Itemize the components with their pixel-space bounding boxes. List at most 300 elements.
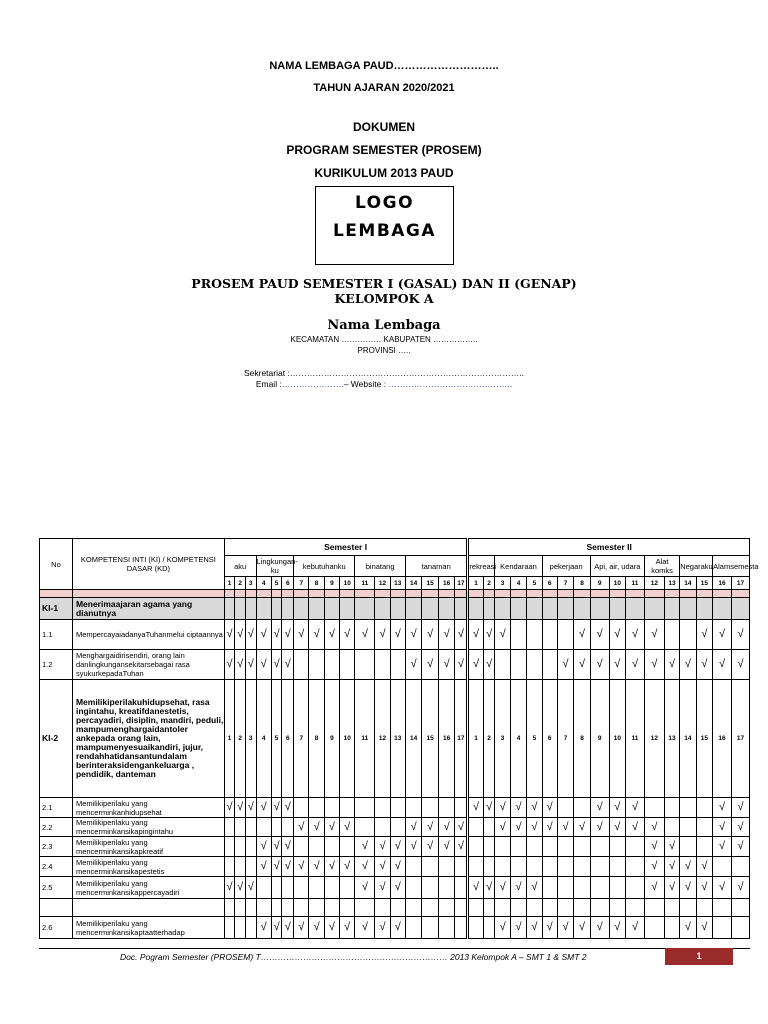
- check-mark: √: [644, 857, 664, 877]
- theme-sem1: binatang: [355, 556, 406, 577]
- empty-cell: [355, 798, 375, 818]
- week-number: 11: [626, 680, 645, 798]
- empty-cell: [527, 837, 542, 857]
- empty-cell: [309, 598, 324, 620]
- check-mark: √: [713, 650, 732, 680]
- check-mark: √: [574, 917, 590, 939]
- week-number: 9: [590, 680, 609, 798]
- row-number: 2.4: [40, 857, 73, 877]
- week-number: 6: [282, 577, 294, 590]
- week-number: 8: [309, 577, 324, 590]
- row-competency: Memilikiperilaku yang mencerminkansikapestetis: [72, 857, 224, 877]
- row-competency: Memilikiperilaku yang mencerminkanhidupsehat: [72, 798, 224, 818]
- empty-cell: [696, 818, 712, 837]
- row-number: KI-1: [40, 598, 73, 620]
- email-link[interactable]: ………………….: [281, 379, 344, 389]
- week-number: 16: [438, 680, 454, 798]
- check-mark: √: [731, 650, 749, 680]
- empty-cell: [542, 598, 557, 620]
- empty-cell: [527, 620, 542, 650]
- week-number: 3: [245, 577, 256, 590]
- empty-cell: [294, 598, 309, 620]
- website-link[interactable]: ……………………………………..: [388, 379, 513, 389]
- empty-cell: [495, 899, 510, 917]
- row-number: 2.1: [40, 798, 73, 818]
- empty-cell: [574, 598, 590, 620]
- check-mark: √: [696, 917, 712, 939]
- empty-cell: [245, 837, 256, 857]
- check-mark: √: [271, 620, 282, 650]
- week-number: 13: [390, 680, 405, 798]
- empty-cell: [510, 837, 526, 857]
- row-number: 2.5: [40, 877, 73, 899]
- row-number: 1.1: [40, 620, 73, 650]
- group-line: KELOMPOK A: [334, 291, 434, 306]
- check-mark: √: [495, 620, 510, 650]
- empty-cell: [324, 598, 339, 620]
- check-mark: √: [271, 650, 282, 680]
- week-number: 17: [731, 680, 749, 798]
- week-number: 6: [542, 577, 557, 590]
- empty-cell: [468, 899, 483, 917]
- empty-cell: [557, 857, 573, 877]
- empty-cell: [542, 877, 557, 899]
- empty-cell: [282, 598, 294, 620]
- empty-cell: [256, 818, 271, 837]
- check-mark: √: [375, 837, 390, 857]
- check-mark: √: [282, 917, 294, 939]
- week-number: 5: [527, 577, 542, 590]
- check-mark: √: [256, 917, 271, 939]
- check-mark: √: [271, 837, 282, 857]
- empty-cell: [309, 650, 324, 680]
- week-number: 8: [574, 680, 590, 798]
- check-mark: √: [713, 818, 732, 837]
- empty-cell: [557, 877, 573, 899]
- week-number: 12: [644, 577, 664, 590]
- empty-cell: [590, 837, 609, 857]
- week-number: 4: [510, 680, 526, 798]
- empty-cell: [731, 917, 749, 939]
- empty-cell: [455, 798, 468, 818]
- table-row: [40, 680, 750, 798]
- week-number: 7: [294, 680, 309, 798]
- empty-cell: [483, 818, 495, 837]
- check-mark: √: [731, 620, 749, 650]
- week-number: 12: [644, 680, 664, 798]
- row-competency: MempercayaiadanyaTuhanmelui ciptaannya: [72, 620, 224, 650]
- theme-sem2: Negaraku: [680, 556, 713, 577]
- check-mark: √: [626, 650, 645, 680]
- check-mark: √: [542, 818, 557, 837]
- check-mark: √: [527, 877, 542, 899]
- check-mark: √: [644, 877, 664, 899]
- check-mark: √: [696, 877, 712, 899]
- footer-text: Doc. Pogram Semester (PROSEM) T………………………………………………………… 2013 Kelompok A – SMT 1 & SMT 2: [120, 952, 587, 962]
- empty-cell: [405, 877, 421, 899]
- row-competency: Menghargaidirisendiri, orang lain danlingkungansekitarsebagai rasa syukurkepadaTuhan: [72, 650, 224, 680]
- empty-cell: [609, 899, 625, 917]
- check-mark: √: [483, 798, 495, 818]
- check-mark: √: [340, 818, 355, 837]
- empty-cell: [542, 837, 557, 857]
- empty-cell: [483, 917, 495, 939]
- check-mark: √: [390, 917, 405, 939]
- empty-cell: [510, 650, 526, 680]
- week-number: 15: [696, 680, 712, 798]
- week-number: 4: [256, 577, 271, 590]
- doc-subtitle: PROGRAM SEMESTER (PROSEM): [286, 143, 482, 157]
- empty-cell: [468, 598, 483, 620]
- empty-cell: [644, 917, 664, 939]
- empty-cell: [245, 818, 256, 837]
- check-mark: √: [527, 818, 542, 837]
- table-row: [40, 798, 750, 818]
- check-mark: √: [644, 620, 664, 650]
- check-mark: √: [713, 877, 732, 899]
- empty-cell: [510, 598, 526, 620]
- check-mark: √: [609, 798, 625, 818]
- week-number: 16: [438, 577, 454, 590]
- check-mark: √: [405, 650, 421, 680]
- check-mark: √: [324, 857, 339, 877]
- empty-cell: [282, 899, 294, 917]
- check-mark: √: [256, 620, 271, 650]
- check-mark: √: [282, 857, 294, 877]
- check-mark: √: [271, 857, 282, 877]
- empty-cell: [483, 598, 495, 620]
- empty-cell: [626, 857, 645, 877]
- empty-cell: [375, 818, 390, 837]
- email-label: Email :: [255, 379, 282, 389]
- empty-cell: [324, 899, 339, 917]
- check-mark: √: [422, 650, 438, 680]
- check-mark: √: [731, 818, 749, 837]
- empty-cell: [405, 917, 421, 939]
- empty-cell: [609, 857, 625, 877]
- empty-cell: [468, 917, 483, 939]
- row-number: 1.2: [40, 650, 73, 680]
- check-mark: √: [405, 620, 421, 650]
- empty-cell: [574, 899, 590, 917]
- week-number: 7: [557, 577, 573, 590]
- check-mark: √: [438, 620, 454, 650]
- check-mark: √: [224, 620, 235, 650]
- empty-cell: [590, 857, 609, 877]
- check-mark: √: [455, 818, 468, 837]
- empty-cell: [542, 857, 557, 877]
- empty-cell: [696, 837, 712, 857]
- empty-cell: [664, 598, 679, 620]
- col-header-no: No: [40, 539, 73, 590]
- empty-cell: [355, 899, 375, 917]
- check-mark: √: [355, 837, 375, 857]
- week-number: 10: [609, 577, 625, 590]
- week-number: 11: [626, 577, 645, 590]
- check-mark: √: [324, 917, 339, 939]
- check-mark: √: [324, 620, 339, 650]
- empty-cell: [644, 598, 664, 620]
- empty-cell: [224, 917, 235, 939]
- empty-cell: [294, 837, 309, 857]
- check-mark: √: [510, 917, 526, 939]
- empty-cell: [438, 857, 454, 877]
- empty-cell: [224, 899, 235, 917]
- check-mark: √: [390, 857, 405, 877]
- check-mark: √: [309, 917, 324, 939]
- check-mark: √: [680, 650, 696, 680]
- empty-cell: [375, 650, 390, 680]
- check-mark: √: [609, 917, 625, 939]
- district-line: KECAMATAN …………… KABUPATEN ……………..: [290, 335, 478, 344]
- empty-cell: [422, 917, 438, 939]
- check-mark: √: [235, 620, 246, 650]
- check-mark: √: [375, 857, 390, 877]
- check-mark: √: [557, 650, 573, 680]
- week-number: 12: [375, 680, 390, 798]
- empty-cell: [340, 837, 355, 857]
- check-mark: √: [235, 650, 246, 680]
- empty-cell: [527, 899, 542, 917]
- empty-cell: [557, 620, 573, 650]
- empty-cell: [245, 917, 256, 939]
- empty-cell: [468, 857, 483, 877]
- empty-cell: [324, 837, 339, 857]
- check-mark: √: [664, 650, 679, 680]
- check-mark: √: [527, 917, 542, 939]
- check-mark: √: [438, 837, 454, 857]
- check-mark: √: [245, 877, 256, 899]
- empty-cell: [527, 857, 542, 877]
- empty-cell: [355, 598, 375, 620]
- empty-cell: [390, 818, 405, 837]
- curriculum: KURIKULUM 2013 PAUD: [314, 166, 454, 180]
- week-number: 8: [309, 680, 324, 798]
- week-number: 1: [468, 680, 483, 798]
- prosem-table: [39, 538, 759, 939]
- empty-cell: [340, 899, 355, 917]
- empty-cell: [235, 899, 246, 917]
- empty-cell: [309, 877, 324, 899]
- check-mark: √: [340, 620, 355, 650]
- week-number: 11: [355, 680, 375, 798]
- week-number: 5: [271, 577, 282, 590]
- check-mark: √: [680, 877, 696, 899]
- empty-cell: [271, 877, 282, 899]
- empty-cell: [664, 899, 679, 917]
- empty-cell: [294, 877, 309, 899]
- empty-cell: [483, 837, 495, 857]
- check-mark: √: [510, 818, 526, 837]
- check-mark: √: [309, 620, 324, 650]
- empty-cell: [680, 818, 696, 837]
- check-mark: √: [282, 837, 294, 857]
- logo-line-1: LOGO: [354, 193, 415, 213]
- table-row: [40, 598, 750, 620]
- check-mark: √: [375, 877, 390, 899]
- week-number: 1: [224, 577, 235, 590]
- check-mark: √: [390, 620, 405, 650]
- week-number: 11: [355, 577, 375, 590]
- week-number: 13: [390, 577, 405, 590]
- check-mark: √: [626, 917, 645, 939]
- table-row: [40, 899, 750, 917]
- check-mark: √: [609, 620, 625, 650]
- empty-cell: [557, 899, 573, 917]
- empty-cell: [510, 620, 526, 650]
- doc-title: DOKUMEN: [353, 120, 415, 134]
- row-competency: Memilikiperilaku yang mencerminkansikapingintahu: [72, 818, 224, 837]
- empty-cell: [680, 620, 696, 650]
- week-number: 4: [256, 680, 271, 798]
- check-mark: √: [355, 620, 375, 650]
- theme-sem2: pekerjaan: [542, 556, 590, 577]
- check-mark: √: [355, 877, 375, 899]
- theme-sem2: Kendaraan: [495, 556, 542, 577]
- empty-cell: [495, 650, 510, 680]
- check-mark: √: [375, 917, 390, 939]
- check-mark: √: [309, 818, 324, 837]
- week-number: 5: [271, 680, 282, 798]
- week-number: 17: [455, 680, 468, 798]
- check-mark: √: [664, 877, 679, 899]
- check-mark: √: [713, 620, 732, 650]
- week-number: 10: [609, 680, 625, 798]
- check-mark: √: [294, 857, 309, 877]
- check-mark: √: [468, 798, 483, 818]
- empty-cell: [422, 857, 438, 877]
- theme-sem2: Alamsemesta: [713, 556, 750, 577]
- check-mark: √: [455, 650, 468, 680]
- week-number: 17: [455, 577, 468, 590]
- empty-cell: [527, 598, 542, 620]
- empty-cell: [455, 917, 468, 939]
- empty-cell: [731, 899, 749, 917]
- empty-cell: [664, 620, 679, 650]
- theme-sem1: kebutuhanku: [294, 556, 355, 577]
- institution-name: Nama Lembaga: [327, 318, 441, 333]
- check-mark: √: [245, 798, 256, 818]
- week-number: 2: [483, 577, 495, 590]
- week-number: 16: [713, 577, 732, 590]
- check-mark: √: [390, 877, 405, 899]
- check-mark: √: [422, 837, 438, 857]
- theme-sem1: Lingkunganku: [256, 557, 298, 575]
- logo-line-2: LEMBAGA: [332, 221, 437, 241]
- week-number: 15: [422, 577, 438, 590]
- check-mark: √: [405, 837, 421, 857]
- check-mark: √: [468, 650, 483, 680]
- empty-cell: [375, 798, 390, 818]
- empty-cell: [696, 899, 712, 917]
- row-competency: [72, 899, 224, 917]
- empty-cell: [626, 877, 645, 899]
- row-number: KI-2: [40, 680, 73, 798]
- check-mark: √: [495, 798, 510, 818]
- check-mark: √: [626, 620, 645, 650]
- week-number: 9: [590, 577, 609, 590]
- check-mark: √: [245, 650, 256, 680]
- empty-cell: [468, 837, 483, 857]
- empty-cell: [235, 598, 246, 620]
- row-competency: Memilikiperilaku yang mencerminkansikappercayadiri: [72, 877, 224, 899]
- check-mark: √: [696, 620, 712, 650]
- check-mark: √: [626, 798, 645, 818]
- empty-cell: [438, 798, 454, 818]
- check-mark: √: [574, 620, 590, 650]
- check-mark: √: [644, 837, 664, 857]
- table-row: [40, 837, 750, 857]
- row-number: 2.2: [40, 818, 73, 837]
- check-mark: √: [438, 650, 454, 680]
- empty-cell: [438, 899, 454, 917]
- empty-cell: [390, 598, 405, 620]
- check-mark: √: [731, 877, 749, 899]
- check-mark: √: [256, 857, 271, 877]
- check-mark: √: [483, 620, 495, 650]
- check-mark: √: [390, 837, 405, 857]
- week-number: 10: [340, 577, 355, 590]
- week-number: 15: [422, 680, 438, 798]
- table-row: [40, 620, 750, 650]
- empty-cell: [438, 877, 454, 899]
- empty-cell: [455, 598, 468, 620]
- check-mark: √: [282, 620, 294, 650]
- check-mark: √: [590, 917, 609, 939]
- empty-cell: [483, 899, 495, 917]
- empty-cell: [574, 798, 590, 818]
- empty-cell: [680, 798, 696, 818]
- empty-cell: [422, 798, 438, 818]
- empty-cell: [375, 598, 390, 620]
- week-number: 6: [282, 680, 294, 798]
- empty-cell: [455, 877, 468, 899]
- check-mark: √: [644, 818, 664, 837]
- empty-cell: [294, 650, 309, 680]
- check-mark: √: [235, 877, 246, 899]
- row-number: [40, 899, 73, 917]
- empty-cell: [340, 798, 355, 818]
- theme-sem2: Api, air, udara: [590, 556, 644, 577]
- week-number: 4: [510, 577, 526, 590]
- theme-sem1: tanaman: [405, 556, 467, 577]
- check-mark: √: [644, 650, 664, 680]
- empty-cell: [590, 899, 609, 917]
- table-row: [40, 818, 750, 837]
- week-number: 13: [664, 577, 679, 590]
- check-mark: √: [696, 857, 712, 877]
- year-line: TAHUN AJARAN 2020/2021: [313, 82, 455, 94]
- empty-cell: [626, 598, 645, 620]
- empty-cell: [696, 798, 712, 818]
- check-mark: √: [235, 798, 246, 818]
- empty-cell: [422, 598, 438, 620]
- week-number: 15: [696, 577, 712, 590]
- check-mark: √: [282, 798, 294, 818]
- empty-cell: [609, 877, 625, 899]
- empty-cell: [294, 899, 309, 917]
- check-mark: √: [510, 798, 526, 818]
- check-mark: √: [438, 818, 454, 837]
- empty-cell: [468, 818, 483, 837]
- check-mark: √: [483, 650, 495, 680]
- footer-rule: [39, 948, 750, 949]
- secretariat-line: Sekretariat :………………………………………………………………………..: [243, 368, 525, 378]
- week-number: 14: [405, 577, 421, 590]
- week-number: 16: [713, 680, 732, 798]
- col-header-ki-kd: KOMPETENSI INTI (KI) / KOMPETENSI DASAR (KD): [72, 539, 224, 590]
- check-mark: √: [590, 818, 609, 837]
